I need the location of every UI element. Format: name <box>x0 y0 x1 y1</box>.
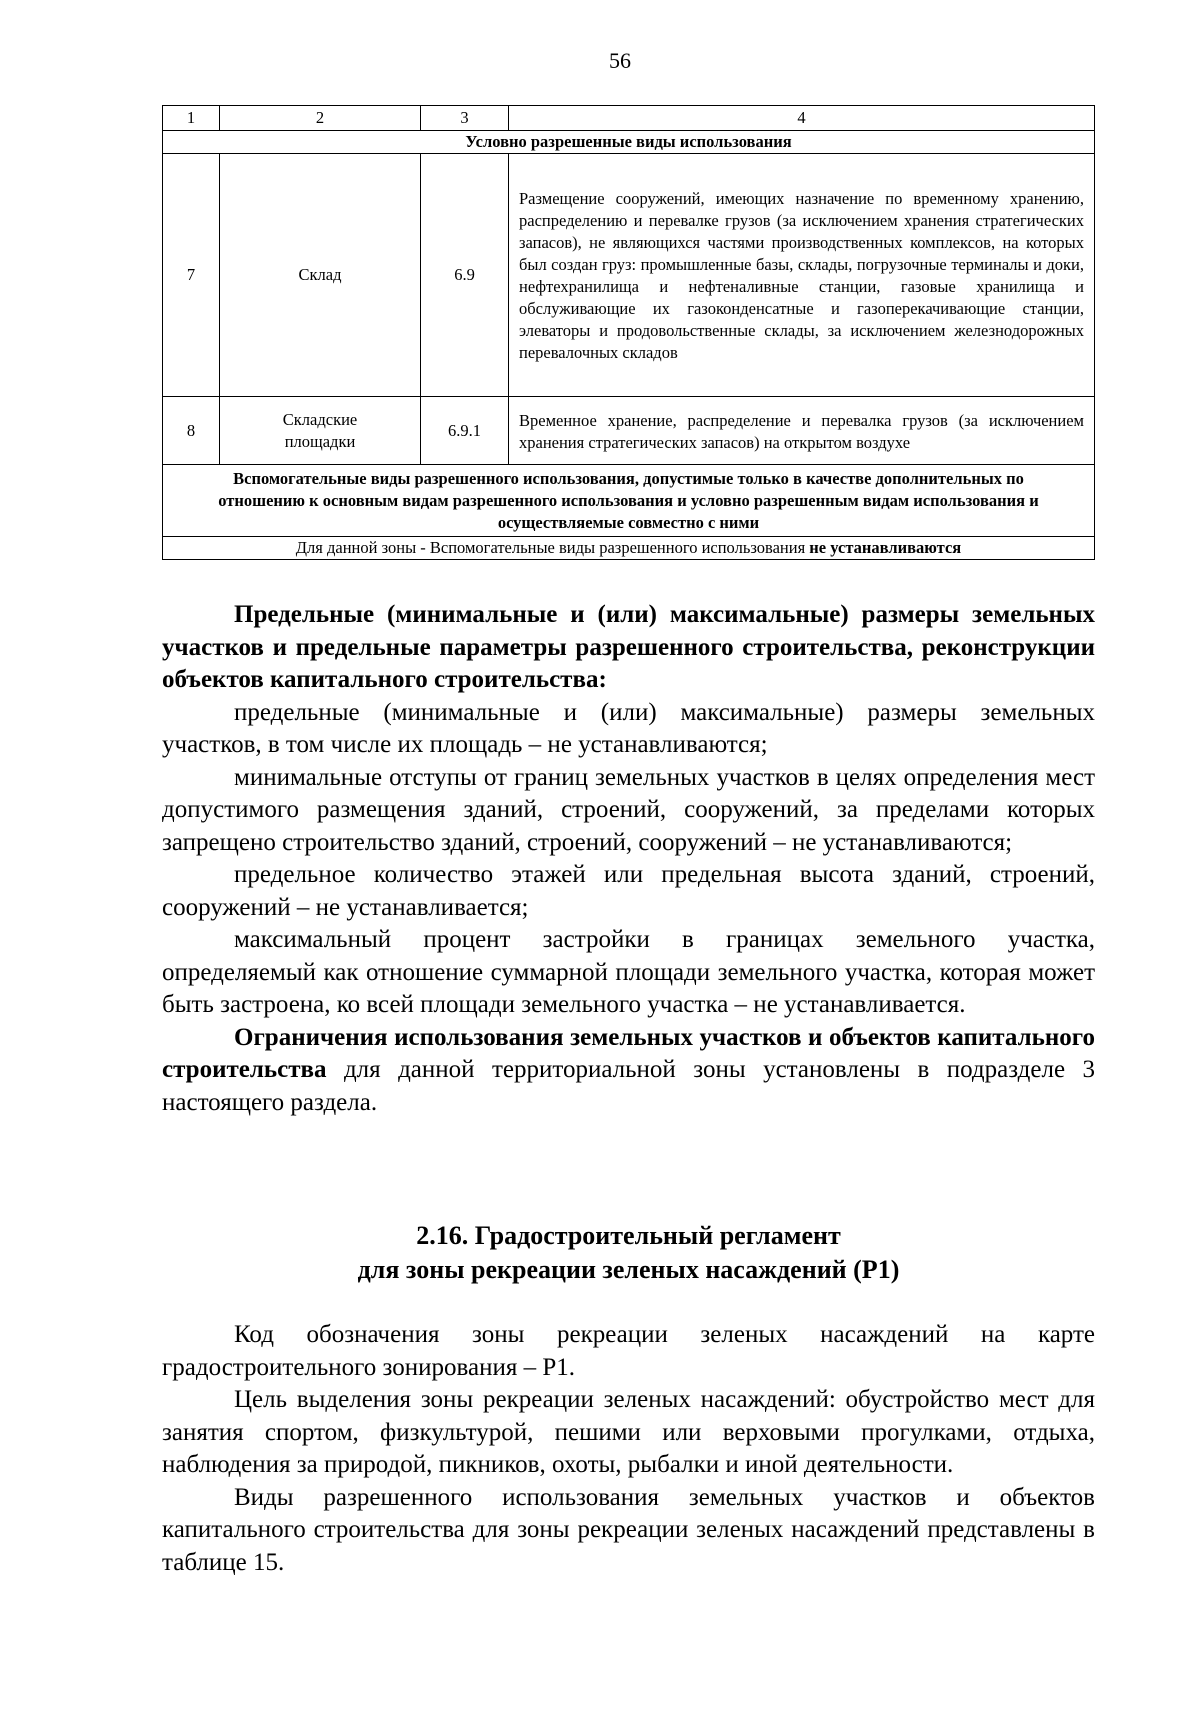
limits-section <box>162 599 1095 1119</box>
section-paragraph: Виды разрешенного использования земельных участков и объектов капитального строительства для зоны рекреации зеленых насаждений представлены в таблице 15. <box>162 1483 1095 1576</box>
section-title-line2: для зоны рекреации зеленых насаждений (Р1) <box>357 1255 900 1284</box>
auxiliary-note-bold: не устанавливаются <box>809 538 962 557</box>
restrictions-bold: Ограничения использования земельных участков и объектов капитального строительства <box>162 1023 1095 1083</box>
section-2-16 <box>162 1219 1095 1579</box>
use-description: Временное хранение, распределение и перевалка грузов (за исключением хранения стратегических запасов) на открытом воздухе <box>509 397 1095 465</box>
section-title-line1: 2.16. Градостроительный регламент <box>416 1221 841 1250</box>
restrictions-paragraph <box>162 1022 1095 1120</box>
header-cell: 4 <box>509 106 1095 131</box>
table-header-row <box>163 106 1095 131</box>
table-row <box>163 154 1095 397</box>
auxiliary-note <box>163 537 1095 560</box>
row-number: 8 <box>163 397 220 465</box>
auxiliary-uses-title: Вспомогательные виды разрешенного использования, допустимые только в качестве дополнительных по отношению к основным видам разрешенного использования и условно разрешенным видам использования и осуществляемые совместно с ними <box>163 465 1095 537</box>
auxiliary-note-prefix: Для данной зоны - Вспомогательные виды разрешенного использования <box>295 538 810 557</box>
header-cell: 1 <box>163 106 220 131</box>
header-cell: 2 <box>220 106 421 131</box>
row-number: 7 <box>163 154 220 397</box>
conditional-uses-title: Условно разрешенные виды использования <box>163 131 1095 154</box>
limits-heading: Предельные (минимальные и (или) максимальные) размеры земельных участков и предельные параметры разрешенного строительства, реконструкции объектов капитального строительства: <box>162 601 1095 693</box>
use-name: Склад <box>220 154 421 397</box>
header-cell: 3 <box>421 106 509 131</box>
use-name: Складские площадки <box>220 397 421 465</box>
auxiliary-uses-title-row <box>163 465 1095 537</box>
use-code: 6.9.1 <box>421 397 509 465</box>
table-row <box>163 397 1095 465</box>
permitted-use-table <box>162 105 1095 560</box>
limits-item: предельные (минимальные и (или) максимальные) размеры земельных участков, в том числе их площадь – не устанавливаются; <box>162 698 1095 758</box>
use-description: Размещение сооружений, имеющих назначение по временному хранению, распределению и перевалке грузов (за исключением хранения стратегических запасов), не являющихся частями производственных комплексов, на которых был создан груз: промышленные базы, склады, погрузочные терминалы и доки, нефтехранилища и нефтеналивные станции, газовые хранилища и обслуживающие их газоконденсатные и газоперекачивающие станции, элеваторы и продовольственные склады, за исключением железнодорожных перевалочных складов <box>509 154 1095 397</box>
limits-item: минимальные отступы от границ земельных участков в целях определения мест допустимого размещения зданий, строений, сооружений, за пределами которых запрещено строительство зданий, строений, сооружений – не устанавливаются; <box>162 763 1095 856</box>
limits-item: максимальный процент застройки в границах земельного участка, определяемый как отношение суммарной площади земельного участка, которая может быть застроена, ко всей площади земельного участка – не устанавливается. <box>162 926 1095 1018</box>
conditional-uses-title-row <box>163 131 1095 154</box>
section-paragraph: Цель выделения зоны рекреации зеленых насаждений: обустройство мест для занятия спортом, физкультурой, пешими или верховыми прогулками, отдыха, наблюдения за природой, пикников, охоты, рыбалки и иной деятельности. <box>162 1386 1095 1478</box>
page-number: 56 <box>609 48 631 73</box>
section-paragraph: Код обозначения зоны рекреации зеленых насаждений на карте градостроительного зонирования – Р1. <box>162 1321 1095 1381</box>
use-code: 6.9 <box>421 154 509 397</box>
limits-item: предельное количество этажей или предельная высота зданий, строений, сооружений – не устанавливается; <box>162 861 1095 921</box>
auxiliary-note-row <box>163 537 1095 560</box>
restrictions-rest: для данной территориальной зоны установлены в подразделе 3 настоящего раздела. <box>162 1056 1095 1116</box>
